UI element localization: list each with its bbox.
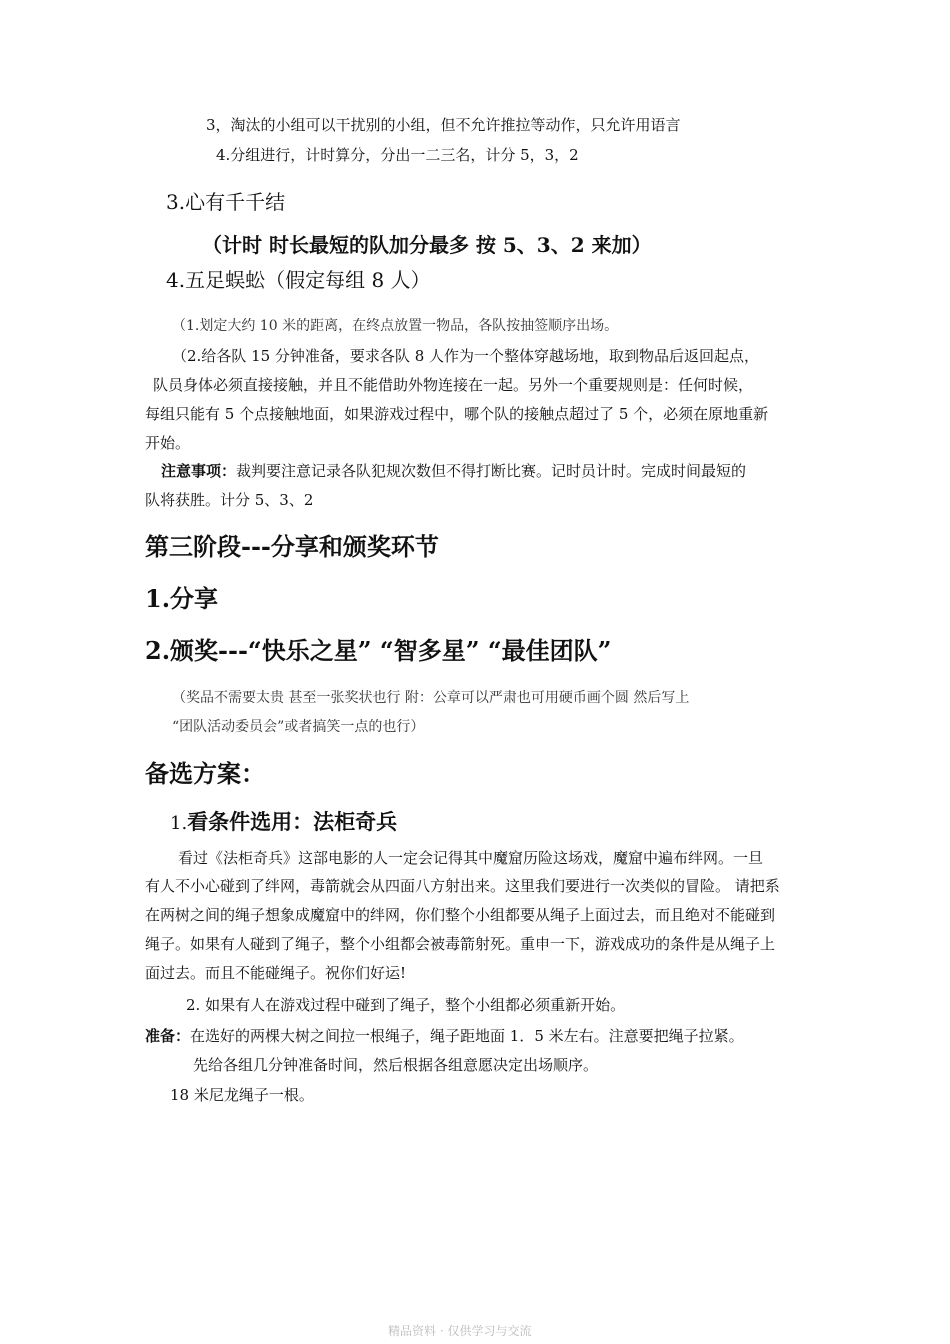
alt-1-title: 看条件选用：法柜奇兵 xyxy=(187,809,398,834)
story-line-4: 绳子。如果有人碰到了绳子，整个小组都会被毒箭射死。重申一下，游戏成功的条件是从绳子上 xyxy=(145,935,776,953)
share-heading: 1.分享 xyxy=(145,584,219,613)
rule-paragraph-2-line-2: 队员身体必须直接接触，并且不能借助外物连接在一起。另外一个重要规则是：任何时候， xyxy=(153,376,754,394)
alt-1-heading xyxy=(170,809,397,836)
game-heading-3-note: （计时 时长最短的队加分最多 按 5、3、2 来加） xyxy=(202,233,652,257)
rule-paragraph-2-line-4: 开始。 xyxy=(145,434,191,452)
award-note-line-2: “团队活动委员会”或者搞笑一点的也行） xyxy=(172,719,425,735)
alt-1-number: 1. xyxy=(170,813,188,834)
notes-text: 裁判要注意记录各队犯规次数但不得打断比赛。记时员计时。完成时间最短的 xyxy=(236,462,747,480)
game-heading-3: 3.心有千千结 xyxy=(166,190,286,214)
rule-paragraph-2-line-1: （2.给各队 15 分钟准备，要求各队 8 人作为一个整体穿越场地，取到物品后返回起点， xyxy=(172,347,760,365)
story-line-2: 有人不小心碰到了绊网，毒箭就会从四面八方射出来。这里我们要进行一次类似的冒险。 请把系 xyxy=(145,877,780,895)
prep-line-2: 先给各组几分钟准备时间，然后根据各组意愿决定出场顺序。 xyxy=(193,1056,599,1074)
story-line-5: 面过去。而且不能碰绳子。祝你们好运! xyxy=(145,964,407,982)
stage-3-heading: 第三阶段---分享和颁奖环节 xyxy=(145,532,439,561)
rule-line-4: 4.分组进行，计时算分，分出一二三名，计分 5，3，2 xyxy=(216,146,579,164)
game-heading-4: 4.五足蜈蚣（假定每组 8 人） xyxy=(166,268,431,292)
notes-label: 注意事项： xyxy=(161,462,237,480)
prep-label: 准备： xyxy=(145,1027,191,1045)
notes-line-2: 队将获胜。计分 5、3、2 xyxy=(145,491,314,509)
story-line-1: 看过《法柜奇兵》这部电影的人一定会记得其中魔窟历险这场戏，魔窟中遍布绊网。一旦 xyxy=(178,849,764,867)
restart-rule: 2. 如果有人在游戏过程中碰到了绳子，整个小组都必须重新开始。 xyxy=(186,996,626,1014)
rule-line-3: 3，淘汰的小组可以干扰别的小组，但不允许推拉等动作，只允许用语言 xyxy=(206,116,681,134)
notes-line-1 xyxy=(161,462,746,480)
award-heading: 2.颁奖---“快乐之星” “智多星” “最佳团队” xyxy=(145,636,612,665)
page-footer: 精品资料 · 仅供学习与交流 xyxy=(388,1324,532,1338)
prep-text: 在选好的两棵大树之间拉一根绳子，绳子距地面 1．5 米左右。注意要把绳子拉紧。 xyxy=(190,1027,744,1045)
story-line-3: 在两树之间的绳子想象成魔窟中的绊网，你们整个小组都要从绳子上面过去，而且绝对不能碰到 xyxy=(145,906,776,924)
alternatives-heading: 备选方案： xyxy=(145,759,265,788)
materials-line: 18 米尼龙绳子一根。 xyxy=(170,1086,314,1104)
rule-paragraph-1: （1.划定大约 10 米的距离，在终点放置一物品，各队按抽签顺序出场。 xyxy=(172,318,619,334)
prep-line-1 xyxy=(145,1027,744,1045)
rule-paragraph-2-line-3: 每组只能有 5 个点接触地面，如果游戏过程中，哪个队的接触点超过了 5 个，必须在原地重新 xyxy=(145,405,769,423)
award-note-line-1: （奖品不需要太贵 甚至一张奖状也行 附：公章可以严肃也可用硬币画个圆 然后写上 xyxy=(172,690,690,706)
